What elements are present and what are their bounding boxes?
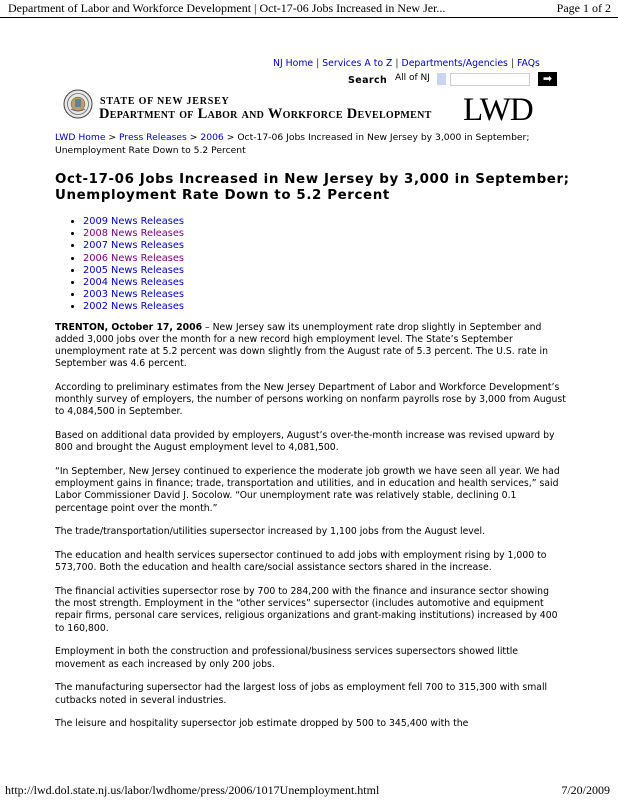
news-release-link[interactable]: 2002 News Releases	[83, 301, 185, 313]
breadcrumb-link-2006[interactable]: 2006	[200, 132, 224, 143]
article-paragraph: “In September, New Jersey continued to experience the moderate job growth we have seen all year. We had employment gains in finance; trade, transportation and utilities, and in education and health services,” said Labor Commissioner David J. Socolow. “Our unemployment rate was relatively stable, declining 0.1 percentage point over the month.”	[55, 466, 560, 514]
search-label: Search	[348, 75, 388, 86]
article-dateline: TRENTON, October 17, 2006	[55, 322, 203, 333]
breadcrumb-link-press-releases[interactable]: Press Releases	[119, 132, 187, 143]
breadcrumb-separator: >	[108, 132, 117, 143]
news-release-list-item	[83, 240, 184, 252]
nav-link-faqs[interactable]: FAQs	[517, 58, 540, 69]
news-release-list-item	[83, 265, 184, 277]
nav-link-services-a-to-z[interactable]: Services A to Z	[322, 58, 393, 69]
breadcrumb	[55, 131, 585, 157]
news-release-link[interactable]: 2008 News Releases	[83, 228, 185, 240]
nj-state-seal-icon	[63, 89, 93, 119]
top-navigation	[273, 58, 540, 69]
news-release-link[interactable]: 2005 News Releases	[83, 264, 185, 276]
article-paragraph: The manufacturing supersector had the largest loss of jobs as employment fell 700 to 315,300 with small cutbacks noted in several industries.	[55, 682, 548, 706]
banner-department-name: Department of Labor and Workforce Development	[99, 106, 432, 122]
news-release-list-item	[83, 289, 184, 301]
news-release-link[interactable]: 2003 News Releases	[83, 289, 185, 301]
news-release-list-item	[83, 216, 184, 228]
news-release-list-item	[83, 253, 184, 265]
nav-link-nj-home[interactable]: NJ Home	[273, 58, 314, 69]
news-release-link[interactable]: 2006 News Releases	[83, 252, 185, 264]
print-header-page-number: Page 1 of 2	[556, 1, 611, 15]
search-scope-select[interactable]: All of NJ	[395, 73, 430, 83]
print-header-divider	[0, 17, 618, 18]
breadcrumb-separator: >	[189, 132, 198, 143]
search-scope-dropdown-icon[interactable]	[437, 73, 446, 85]
news-release-list-item	[83, 228, 184, 240]
breadcrumb-current-page: Oct-17-06 Jobs Increased in New Jersey by 3,000 in September; Unemployment Rate Down to 5.2 Percent	[55, 132, 530, 156]
article-paragraph: The leisure and hospitality supersector job estimate dropped by 500 to 345,400 with the	[55, 718, 469, 730]
article-paragraph: According to preliminary estimates from the New Jersey Department of Labor and Workforce Development’s monthly survey of employers, the number of persons working on nonfarm payrolls rose by 3,000 from August to 4,084,500 in September.	[55, 382, 566, 418]
print-header-title: Department of Labor and Workforce Development | Oct-17-06 Jobs Increased in New Jer...	[8, 1, 446, 15]
article-paragraph: Employment in both the construction and professional/business services supersectors showed little movement as each increased by only 200 jobs.	[55, 646, 519, 670]
news-release-link[interactable]: 2009 News Releases	[83, 216, 185, 227]
article-lead-text: – New Jersey saw its unemployment rate drop slightly in September and added 3,000 jobs over the month for a new record high employment level. The State’s September unemployment rate at 5.2 percent was down slightly from the August rate of 5.3 percent. The U.S. rate in September was 4.6 percent.	[55, 322, 549, 370]
news-releases-list	[55, 216, 184, 314]
news-release-link[interactable]: 2004 News Releases	[83, 277, 185, 289]
banner-state-name: STATE OF NEW JERSEY	[100, 96, 230, 107]
print-footer-date: 7/20/2009	[561, 783, 610, 797]
nav-separator: |	[316, 58, 320, 69]
print-footer-url: http://lwd.dol.state.nj.us/labor/lwdhome/press/2006/1017Unemployment.html	[5, 783, 380, 797]
news-release-link[interactable]: 2007 News Releases	[83, 240, 185, 252]
nav-separator: |	[395, 58, 399, 69]
article-paragraph: The financial activities supersector rose by 700 to 284,200 with the finance and insurance sector showing the most strength. Employment in the “other services” supersector (includes automotive and equipment repair firms, personal care services, religious organizations and grant-making institutions) increased by 400 to 160,800.	[55, 586, 558, 634]
lwd-logo: LWD	[463, 92, 533, 128]
news-release-list-item	[83, 301, 184, 313]
article-paragraph: The education and health services supersector continued to add jobs with employment rising by 1,000 to 573,700. Both the education and health care/social assistance sectors shared in the increase.	[55, 550, 547, 574]
page-title: Oct-17-06 Jobs Increased in New Jersey by 3,000 in September; Unemployment Rate Down to 5.2 Percent	[55, 172, 570, 203]
search-go-button[interactable]: ➡	[538, 72, 557, 86]
breadcrumb-separator: >	[226, 132, 235, 143]
article-paragraph: The trade/transportation/utilities supersector increased by 1,100 jobs from the August level.	[55, 526, 486, 538]
news-release-list-item	[83, 277, 184, 289]
article-body	[55, 322, 567, 742]
nav-link-departments-agencies[interactable]: Departments/Agencies	[401, 58, 508, 69]
article-paragraph: Based on additional data provided by employers, August’s over-the-month increase was revised upward by 800 and brought the August employment level to 4,081,500.	[55, 430, 555, 454]
article-lead-paragraph	[55, 322, 567, 370]
breadcrumb-link-lwd-home[interactable]: LWD Home	[55, 132, 106, 143]
nav-separator: |	[510, 58, 515, 69]
search-input[interactable]	[450, 73, 530, 86]
